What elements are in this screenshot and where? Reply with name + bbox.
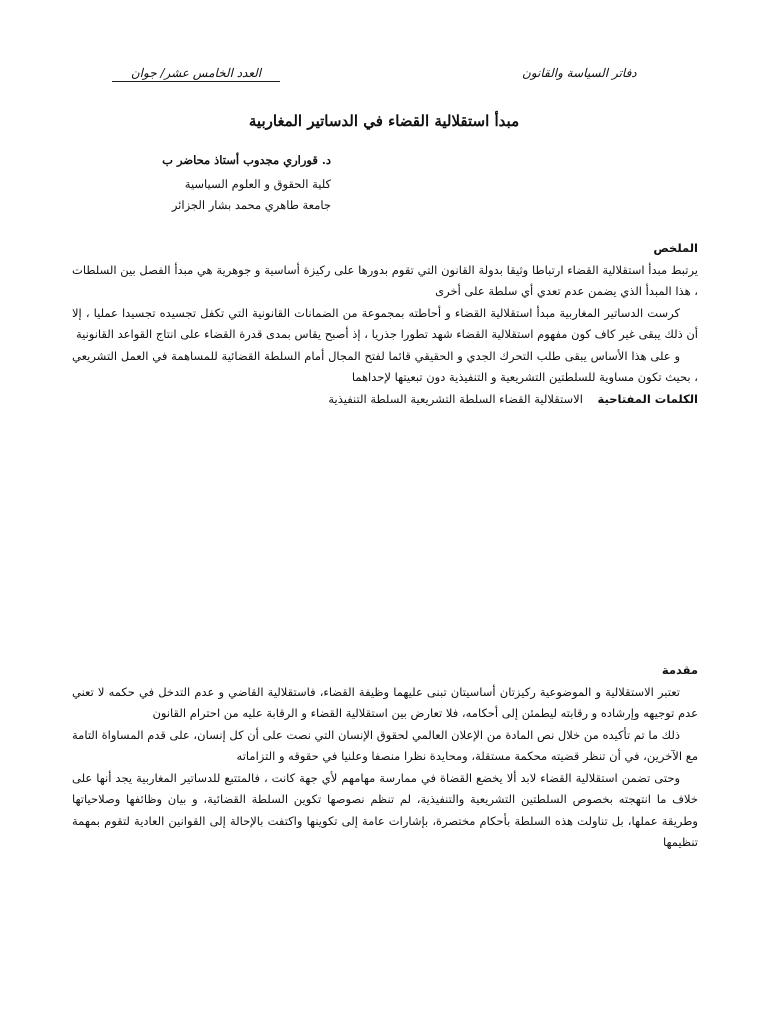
author-faculty: كلية الحقوق و العلوم السياسية: [184, 177, 331, 191]
author-university: جامعة طاهري محمد بشار الجزائر: [171, 198, 331, 212]
abstract-paragraph: يرتبط مبدأ استقلالية القضاء ارتباطا وثيقا بدولة القانون التي تقوم بدورها على ركيزة أساسية و جوهرية هي مبدأ الفصل بين السلطات ، هذا المبدأ الذي يضمن عدم تعدي أي سلطة على أخرى: [72, 262, 698, 298]
author-name: د. قوراري مجدوب أستاذ محاضر ب: [162, 153, 331, 167]
running-header-journal: دفاتر السياسة والقانون: [522, 66, 637, 80]
keywords-list: الاستقلالية القضاء السلطة التشريعية السلطة التنفيذية: [328, 391, 583, 406]
introduction-paragraph: تعتبر الاستقلالية و الموضوعية ركيزتان أساسيتان تبنى عليهما وظيفة القضاء، فاستقلالية القاضي و عدم التدخل في حكمه لا تعني عدم توجيهه وإرشاده و رقابته ليطمئن إلى أحكامه، فلا تعارض بين استقلالية القضاء و الرقابة عليه من احترام القانون: [72, 684, 698, 720]
running-header-issue: العدد الخامس عشر/ جوان: [112, 66, 280, 82]
keywords-label: الكلمات المفتاحية: [597, 391, 698, 406]
article-title: مبدأ استقلالية القضاء في الدساتير المغاربية: [248, 112, 520, 130]
introduction-heading: مقدمة: [661, 663, 698, 677]
introduction-paragraph: وحتى تضمن استقلالية القضاء لابد ألا يخضع القضاة في ممارسة مهامهم لأي جهة كانت ، فالمتتبع للدساتير المغاربية يجد أنها على خلاف ما انتهجته بخصوص السلطتين التشريعية والتنفيذية، لم تنظم نصوصها تكوين السلطة القضائية، و بيان وظائفها وصلاحياتها وطريقة عملها، بل تناولت هذه السلطة بأحكام مختصرة، بإشارات عامة إلى تكوينها واكتفت بالإحالة إلى القوانين العادية لتقوم بمهمة تنظيمها: [72, 770, 698, 849]
introduction-paragraph: ذلك ما تم تأكيده من خلال نص المادة من الإعلان العالمي لحقوق الإنسان التي نصت على أن كل إنسان، على قدم المساواة التامة مع الآخرين، في أن تنظر قضيته محكمة مستقلة، ومحايدة نظرا منصفا وعلنيا في حقوقه و التزاماته: [72, 727, 698, 763]
abstract-paragraph: و على هذا الأساس يبقى طلب التحرك الجدي و الحقيقي قائما لفتح المجال أمام السلطة القضائية للمساهمة في العمل التشريعي ، بحيث تكون مساوية للسلطتين التشريعية و التنفيذية دون تبعيتها لإحداهما: [72, 348, 698, 384]
abstract-paragraph: كرست الدساتير المغاربية مبدأ استقلالية القضاء و أحاطته بمجموعة من الضمانات القانونية التي تكفل تجسيده تجسيدا عمليا ، إلا أن ذلك يبقى غير كاف كون مفهوم استقلالية القضاء شهد تطورا جذريا ، إذ أصبح يقاس بمدى قدرة القضاء على انتاج القواعد القانونية: [72, 305, 698, 341]
abstract-heading: الملخص: [653, 241, 698, 255]
abstract-section: [72, 238, 698, 410]
keywords-line: [72, 389, 698, 411]
introduction-section: [72, 660, 698, 854]
